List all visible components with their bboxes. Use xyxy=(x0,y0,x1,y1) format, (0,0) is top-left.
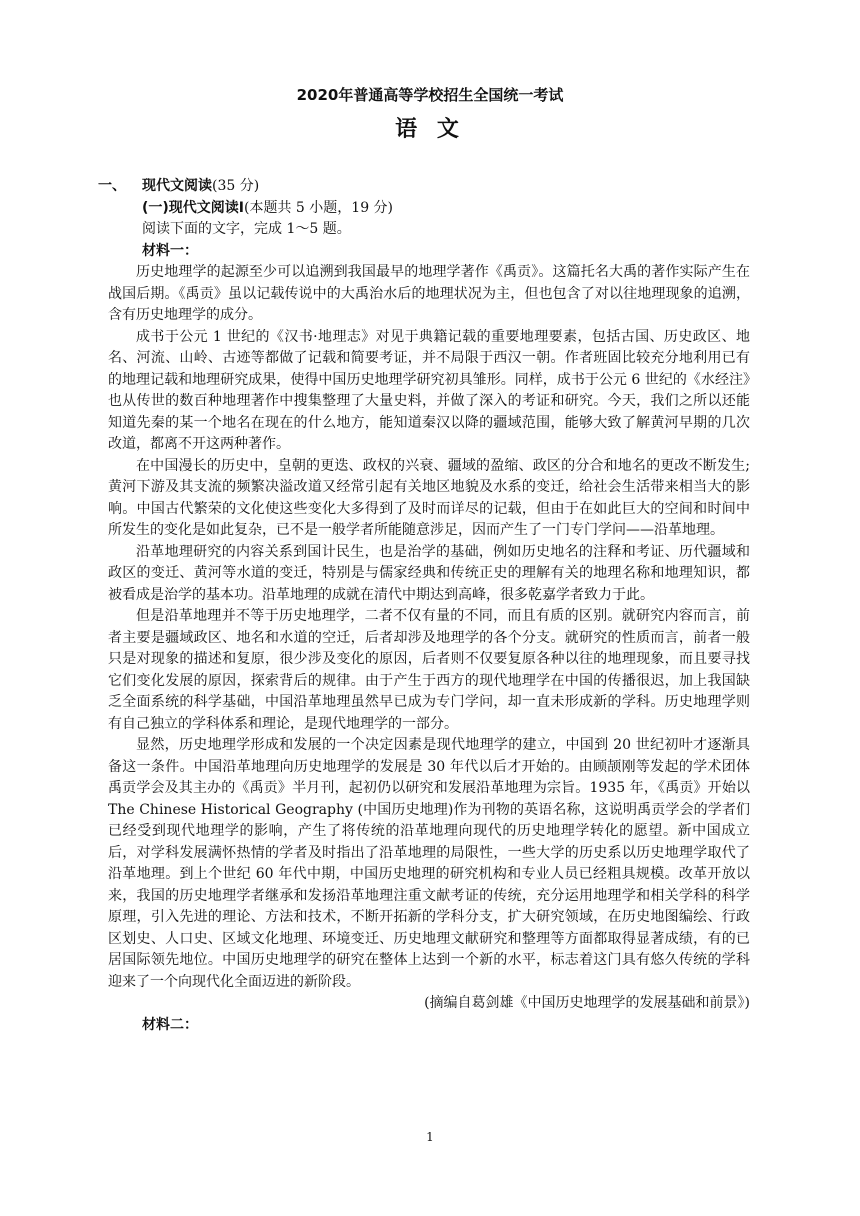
paragraph: 显然，历史地理学形成和发展的一个决定因素是现代地理学的建立，中国到 20 世纪初叶才逐渐具备这一条件。中国沿革地理向历史地理学的发展是 30 年代以后才开始的。由顾颉刚等发起的学术团体禹贡学会及其主办的《禹贡》半月刊，起初仍以研究和发展沿革地理为宗旨。1935 年，《禹贡》开始以 The Chinese Historical Geography (中国历史地理)作为刊物的英语名称，这说明禹贡学会的学者们已经受到现代地理学的影响，产生了将传统的沿革地理向现代的历史地理学转化的愿望。新中国成立后，对学科发展满怀热情的学者及时指出了沿革地理的局限性，一些大学的历史系以历史地理学取代了沿革地理。到上个世纪 60 年代中期，中国历史地理的研究机构和专业人员已经粗具规模。改革开放以来，我国的历史地理学者继承和发扬沿革地理注重文献考证的传统，充分运用地理学和相关学科的科学原理，引入先进的理论、方法和技术，不断开拓新的学科分支，扩大研究领域，在历史地图编绘、行政区划史、人口史、区域文化地理、环境变迁、历史地理文献研究和整理等方面都取得显著成绩，有的已居国际领先地位。中国历史地理学的研究在整体上达到一个新的水平，标志着这门具有悠久传统的学科迎来了一个向现代化全面迈进的新阶段。 xyxy=(108,737,750,990)
subsection-lead: (一)现代文阅读Ⅰ xyxy=(142,199,245,216)
exam-title: 2020年普通高等学校招生全国统一考试 xyxy=(296,86,564,104)
citation: (摘编自葛剑雄《中国历史地理学的发展基础和前景》) xyxy=(424,995,750,1011)
material-two-label: 材料二： xyxy=(142,1016,198,1033)
content-body xyxy=(98,176,750,1036)
material-one-label: 材料一： xyxy=(142,242,198,259)
paragraph: 成书于公元 1 世纪的《汉书·地理志》对见于典籍记载的重要地理要素，包括古国、历史政区、地名、河流、山岭、古迹等都做了记载和简要考证，并不局限于西汉一朝。作者班固比较充分地利用已有的地理记载和地理研究成果，使得中国历史地理学研究初具雏形。同样，成书于公元 6 世纪的《水经注》也从传世的数百种地理著作中搜集整理了大量史料，并做了深入的考证和研究。今天，我们之所以还能知道先秦的某一个地名在现在的什么地方，能知道秦汉以降的疆域范围，能够大致了解黄河早期的几次改道，都离不开这两种著作。 xyxy=(108,328,750,452)
subsection-note: (本题共 5 小题，19 分) xyxy=(244,199,394,216)
page-number: 1 xyxy=(426,1130,434,1144)
subject-title: 语 文 xyxy=(395,117,465,142)
paragraph: 在中国漫长的历史中，皇朝的更迭、政权的兴衰、疆域的盈缩、政区的分合和地名的更改不断发生;黄河下游及其支流的频繁决溢改道又经常引起有关地区地貌及水系的变迁，给社会生活带来相当大的影响。中国古代繁荣的文化使这些变化大多得到了及时而详尽的记载，但由于在如此巨大的空间和时间中所发生的变化是如此复杂，已不是一般学者所能随意涉足，因而产生了一门专门学问——沿革地理。 xyxy=(108,457,750,538)
section-number: 一、 xyxy=(98,178,126,194)
paragraph: 历史地理学的起源至少可以追溯到我国最早的地理学著作《禹贡》。这篇托名大禹的著作实际产生在战国后期。《禹贡》虽以记载传说中的大禹治水后的地理状况为主，但也包含了对以往地理现象的追溯，含有历史地理学的成分。 xyxy=(108,264,750,323)
paragraph: 沿革地理研究的内容关系到国计民生，也是治学的基础，例如历史地名的注释和考证、历代疆域和政区的变迁、黄河等水道的变迁，特别是与儒家经典和传统正史的理解有关的地理名称和地理知识，都被看成是治学的基本功。沿革地理的成就在清代中期达到高峰，很多乾嘉学者致力于此。 xyxy=(108,543,750,603)
reading-instruction: 阅读下面的文字，完成 1～5 题。 xyxy=(142,221,351,237)
paragraph: 但是沿革地理并不等于历史地理学，二者不仅有量的不同，而且有质的区别。就研究内容而言，前者主要是疆域政区、地名和水道的空迁，后者却涉及地理学的各个分支。就研究的性质而言，前者一般只是对现象的描述和复原，很少涉及变化的原因，后者则不仅要复原各种以往的地理现象，而且要寻找它们变化发展的原因，探索背后的规律。由于产生于西方的现代地理学在中国的传播很迟，加上我国缺乏全面系统的科学基础，中国沿革地理虽然早已成为专门学问，却一直未形成新的学科。历史地理学则有自己独立的学科体系和理论，是现代地理学的一部分。 xyxy=(108,608,750,732)
section-heading xyxy=(98,176,750,198)
subsection-heading xyxy=(142,198,750,220)
section-score: (35 分) xyxy=(212,178,260,194)
section-title: 现代文阅读 xyxy=(142,178,212,194)
